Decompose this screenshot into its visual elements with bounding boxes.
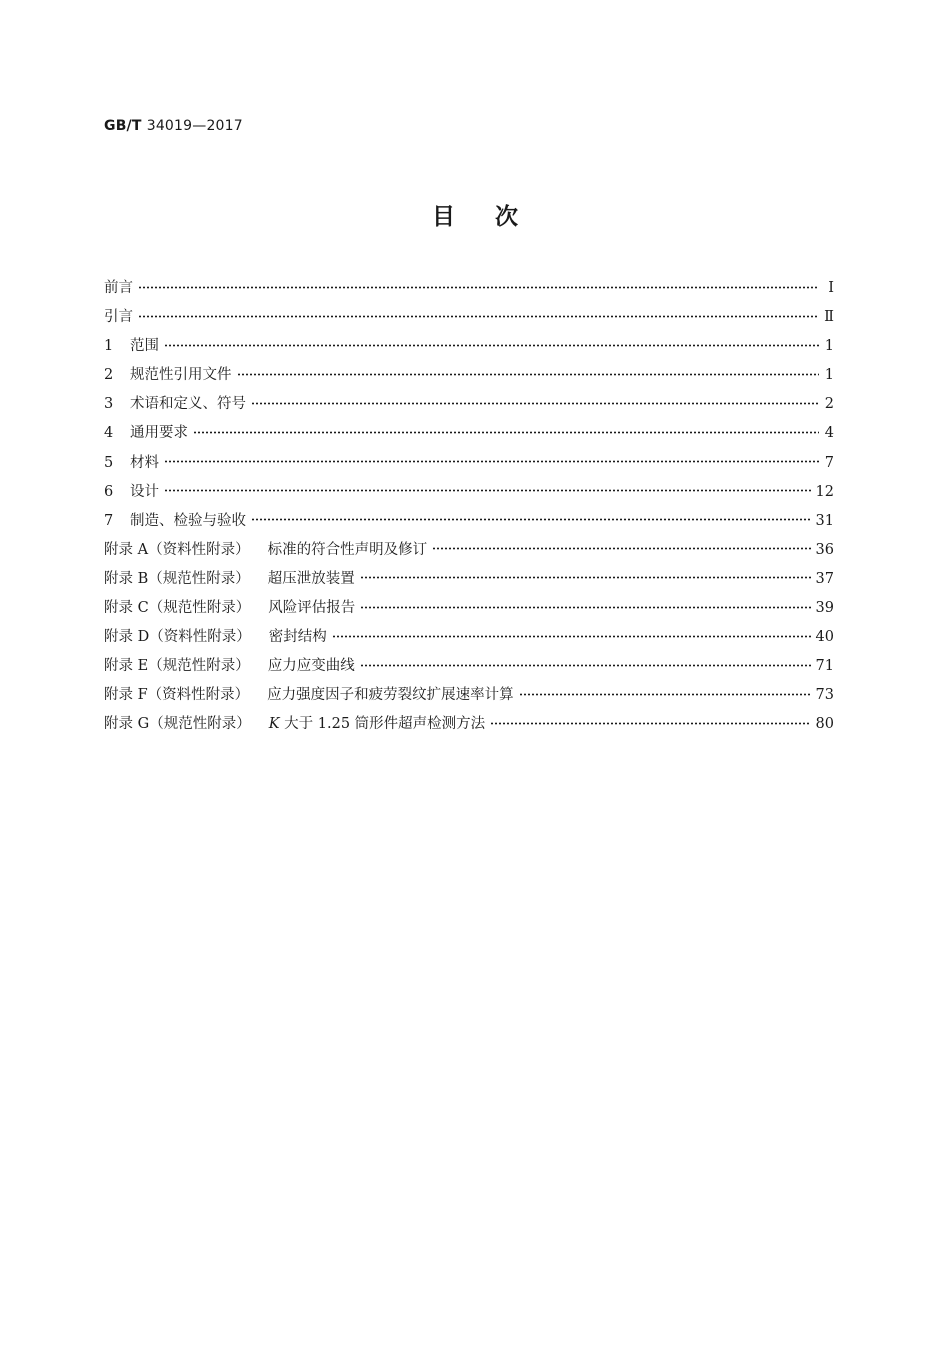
toc-entry-5[interactable] bbox=[104, 449, 834, 478]
toc-entry-number: 5 bbox=[104, 454, 114, 471]
toc-entry-number: 7 bbox=[104, 512, 114, 529]
standard-number bbox=[104, 118, 243, 134]
toc-entry-label: 应力强度因子和疲劳裂纹扩展速率计算 bbox=[267, 687, 514, 704]
toc-entry-number: 4 bbox=[104, 425, 114, 442]
toc-entry-page: 2 bbox=[824, 396, 834, 413]
dot-leader bbox=[251, 398, 819, 408]
toc-appendix-label: 附录 A（资料性附录） bbox=[104, 541, 250, 558]
page-title: 目次 bbox=[432, 204, 558, 230]
toc-entry-page: 31 bbox=[815, 512, 834, 529]
dot-leader bbox=[360, 660, 811, 670]
toc-entry-page: 73 bbox=[815, 687, 834, 704]
toc-entry-label: 超压泄放装置 bbox=[267, 570, 355, 587]
toc-entry-label-wrapper bbox=[269, 710, 485, 739]
toc-appendix-label: 附录 D（资料性附录） bbox=[104, 629, 251, 646]
toc-entry-foreword[interactable] bbox=[104, 274, 834, 303]
dot-leader bbox=[490, 718, 810, 728]
dot-leader bbox=[360, 573, 811, 583]
toc-appendix-label: 附录 E（规范性附录） bbox=[104, 658, 250, 675]
toc-entry-page: 36 bbox=[815, 541, 834, 558]
dot-leader bbox=[432, 544, 810, 554]
toc-entry-label: 标准的符合性声明及修订 bbox=[267, 541, 428, 558]
toc-entry-7[interactable] bbox=[104, 507, 834, 536]
dot-leader bbox=[164, 457, 819, 467]
toc-entry-label: 风险评估报告 bbox=[268, 600, 356, 617]
standard-code: 34019—2017 bbox=[146, 118, 243, 134]
dot-leader bbox=[360, 602, 810, 612]
toc-entry-label: 通用要求 bbox=[130, 425, 188, 442]
toc-appendix-label: 附录 G（规范性附录） bbox=[104, 716, 251, 733]
toc-entry-appendix-d[interactable] bbox=[104, 623, 834, 652]
toc-entry-page: 71 bbox=[815, 658, 834, 675]
toc-entry-page: 1 bbox=[824, 367, 834, 384]
toc-entry-label: 前言 bbox=[104, 280, 133, 296]
toc-entry-label: 大于 1.25 筒形件超声检测方法 bbox=[284, 716, 486, 733]
toc-entry-introduction[interactable] bbox=[104, 303, 834, 332]
toc-entry-2[interactable] bbox=[104, 361, 834, 390]
toc-entry-label: 材料 bbox=[130, 454, 159, 471]
toc-entry-page: 7 bbox=[824, 454, 834, 471]
dot-leader bbox=[332, 631, 811, 641]
standard-prefix: GB/T bbox=[104, 118, 142, 134]
toc-entry-page: 4 bbox=[824, 425, 834, 442]
toc-entry-label: 设计 bbox=[130, 483, 159, 500]
dot-leader bbox=[164, 340, 819, 350]
toc-appendix-label: 附录 F（资料性附录） bbox=[104, 687, 250, 704]
toc-entry-label: 制造、检验与验收 bbox=[130, 512, 246, 529]
toc-entry-page: 39 bbox=[815, 600, 834, 617]
toc-entry-page: Ⅰ bbox=[828, 280, 834, 296]
toc-entry-appendix-a[interactable] bbox=[104, 536, 834, 565]
toc-entry-page: 80 bbox=[815, 716, 834, 733]
toc-entry-symbol: K bbox=[268, 716, 280, 733]
table-of-contents bbox=[104, 274, 834, 740]
toc-entry-label: 范围 bbox=[130, 338, 159, 355]
toc-entry-page: 40 bbox=[815, 629, 834, 646]
toc-entry-3[interactable] bbox=[104, 390, 834, 419]
toc-entry-page: Ⅱ bbox=[824, 309, 834, 326]
toc-entry-number: 6 bbox=[104, 483, 114, 500]
toc-entry-page: 37 bbox=[815, 570, 834, 587]
dot-leader bbox=[164, 486, 811, 496]
dot-leader bbox=[138, 282, 819, 292]
toc-entry-appendix-f[interactable] bbox=[104, 681, 834, 710]
toc-appendix-label: 附录 C（规范性附录） bbox=[104, 600, 251, 617]
toc-entry-1[interactable] bbox=[104, 332, 834, 361]
dot-leader bbox=[193, 427, 819, 437]
toc-appendix-label: 附录 B（规范性附录） bbox=[104, 570, 250, 587]
toc-entry-label: 规范性引用文件 bbox=[130, 367, 232, 384]
dot-leader bbox=[138, 311, 819, 321]
toc-entry-4[interactable] bbox=[104, 419, 834, 448]
dot-leader bbox=[237, 369, 820, 379]
toc-entry-appendix-g[interactable] bbox=[104, 710, 834, 739]
toc-entry-appendix-c[interactable] bbox=[104, 594, 834, 623]
toc-entry-number: 3 bbox=[104, 396, 114, 413]
toc-entry-label: 术语和定义、符号 bbox=[130, 396, 246, 413]
dot-leader bbox=[519, 689, 811, 699]
toc-entry-label: 密封结构 bbox=[268, 629, 327, 646]
toc-entry-label: 应力应变曲线 bbox=[267, 658, 355, 675]
toc-entry-6[interactable] bbox=[104, 478, 834, 507]
toc-entry-appendix-b[interactable] bbox=[104, 565, 834, 594]
toc-entry-label: 引言 bbox=[104, 309, 133, 326]
toc-entry-page: 12 bbox=[815, 483, 834, 500]
toc-entry-appendix-e[interactable] bbox=[104, 652, 834, 681]
toc-entry-number: 2 bbox=[104, 367, 114, 384]
dot-leader bbox=[251, 515, 811, 525]
toc-entry-page: 1 bbox=[824, 338, 834, 355]
toc-entry-number: 1 bbox=[104, 338, 114, 355]
